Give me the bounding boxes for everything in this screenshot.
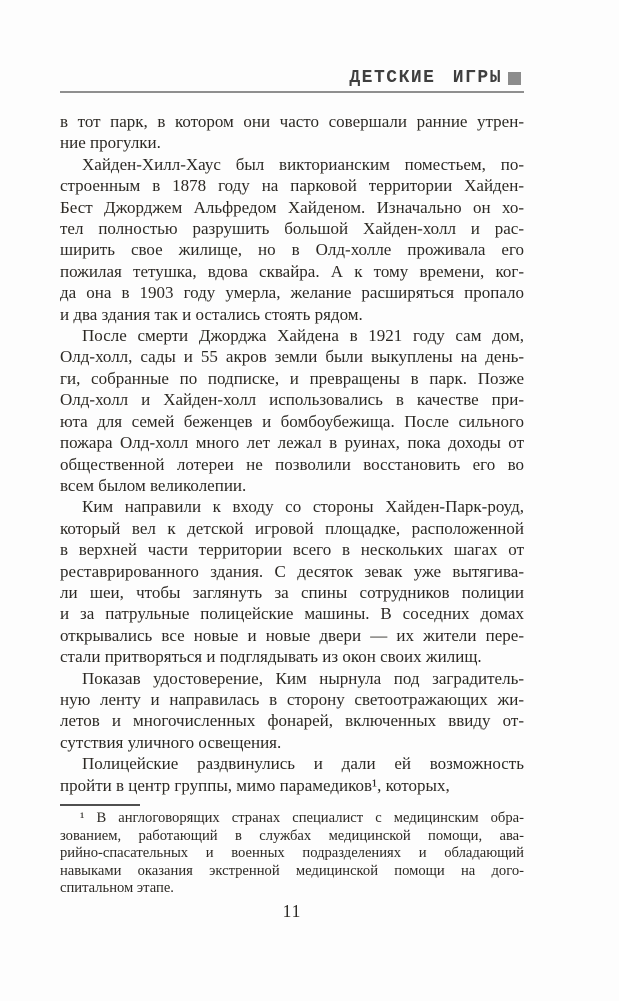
text-line: Олд-холл, сады и 55 акров земли были выкуплены на день- (60, 347, 524, 367)
header-rule (60, 91, 524, 93)
text-line: да она в 1903 году умерла, желание расширяться пропало (60, 283, 524, 303)
text-line: стали притворяться и подглядывать из окон своих жилищ. (60, 647, 482, 667)
footnote (60, 810, 524, 898)
text-line: строенным в 1878 году на парковой территории Хайден- (60, 176, 524, 196)
text-line: навыками оказания экстренной медицинской помощи на дого- (60, 862, 524, 879)
text-line: пожилая тетушка, вдова сквайра. А к тому времени, ког- (60, 261, 524, 281)
text-line: Олд-холл и Хайден-холл использовались в качестве при- (60, 390, 524, 410)
text-line: спитальном этапе. (60, 880, 174, 896)
text-line: ги, собранные по подписке, и превращены в парк. Позже (60, 368, 524, 388)
text-line: ную ленту и направилась в сторону светоотражающих жи- (60, 689, 524, 709)
paragraph (60, 325, 524, 496)
text-line: и два здания так и остались стоять рядом. (60, 304, 363, 324)
text-line: ние прогулки. (60, 133, 161, 153)
gray-square-icon (508, 72, 521, 85)
footnote-rule (60, 804, 140, 806)
text-line: пожара Олд-холл много лет лежал в руинах, пока доходы от (60, 433, 524, 453)
text-line: общественной лотереи не позволили восстановить его во (60, 454, 524, 474)
running-header-title: ДЕТСКИЕ ИГРЫ (349, 68, 502, 88)
text-line: Бест Джорджем Альфредом Хайденом. Изначально он хо- (60, 197, 524, 217)
text-line: зованием, работающий в службах медицинской помощи, ава- (60, 827, 524, 844)
paragraph (60, 111, 524, 154)
text-line: летов и многочисленных фонарей, включенных ввиду от- (60, 711, 524, 731)
page-number: 11 (282, 901, 302, 921)
paragraph (60, 154, 524, 325)
text-line: в тот парк, в котором они часто совершали ранние утрен- (60, 112, 524, 131)
text-line: открывались все новые и новые двери — их жители пере- (60, 625, 524, 645)
text-line: юта для семей беженцев и бомбоубежища. После сильного (60, 411, 524, 431)
paragraph (60, 753, 524, 796)
text-line: и за патрульные полицейские машины. В соседних домах (60, 604, 524, 624)
text-line: пройти в центр группы, мимо парамедиков¹, которых, (60, 775, 450, 795)
text-line: который вел к детской игровой площадке, расположенной (60, 518, 524, 538)
text-line: в верхней части территории всего в нескольких шагах от (60, 540, 524, 560)
text-line: Полицейские раздвинулись и дали ей возможность (82, 754, 524, 774)
text-line: реставрированного здания. С десяток зевак уже вытягива- (60, 561, 524, 581)
text-line: После смерти Джорджа Хайдена в 1921 году сам дом, (82, 326, 524, 346)
text-line: всем былом великолепии. (60, 475, 247, 495)
text-line: Показав удостоверение, Ким нырнула под заградитель- (82, 668, 524, 688)
text-line: ширить свое жилище, но в Олд-холле проживала его (60, 240, 524, 260)
text-line: тел полностью разрушить большой Хайден-холл и рас- (60, 219, 524, 239)
text-line: Ким направили к входу со стороны Хайден-Парк-роуд, (82, 497, 524, 517)
paragraph (60, 496, 524, 667)
text-line: ¹ В англоговорящих странах специалист с медицинским обра- (80, 810, 524, 826)
body-text (60, 111, 524, 796)
paragraph (60, 810, 524, 898)
text-line: рийно-спасательных и военных подразделениях и обладающий (60, 845, 524, 861)
text-line: ли шеи, чтобы заглянуть за спины сотрудников полиции (60, 582, 524, 602)
paragraph (60, 668, 524, 754)
text-line: Хайден-Хилл-Хаус был викторианским поместьем, по- (82, 154, 524, 174)
text-line: сутствия уличного освещения. (60, 732, 282, 752)
